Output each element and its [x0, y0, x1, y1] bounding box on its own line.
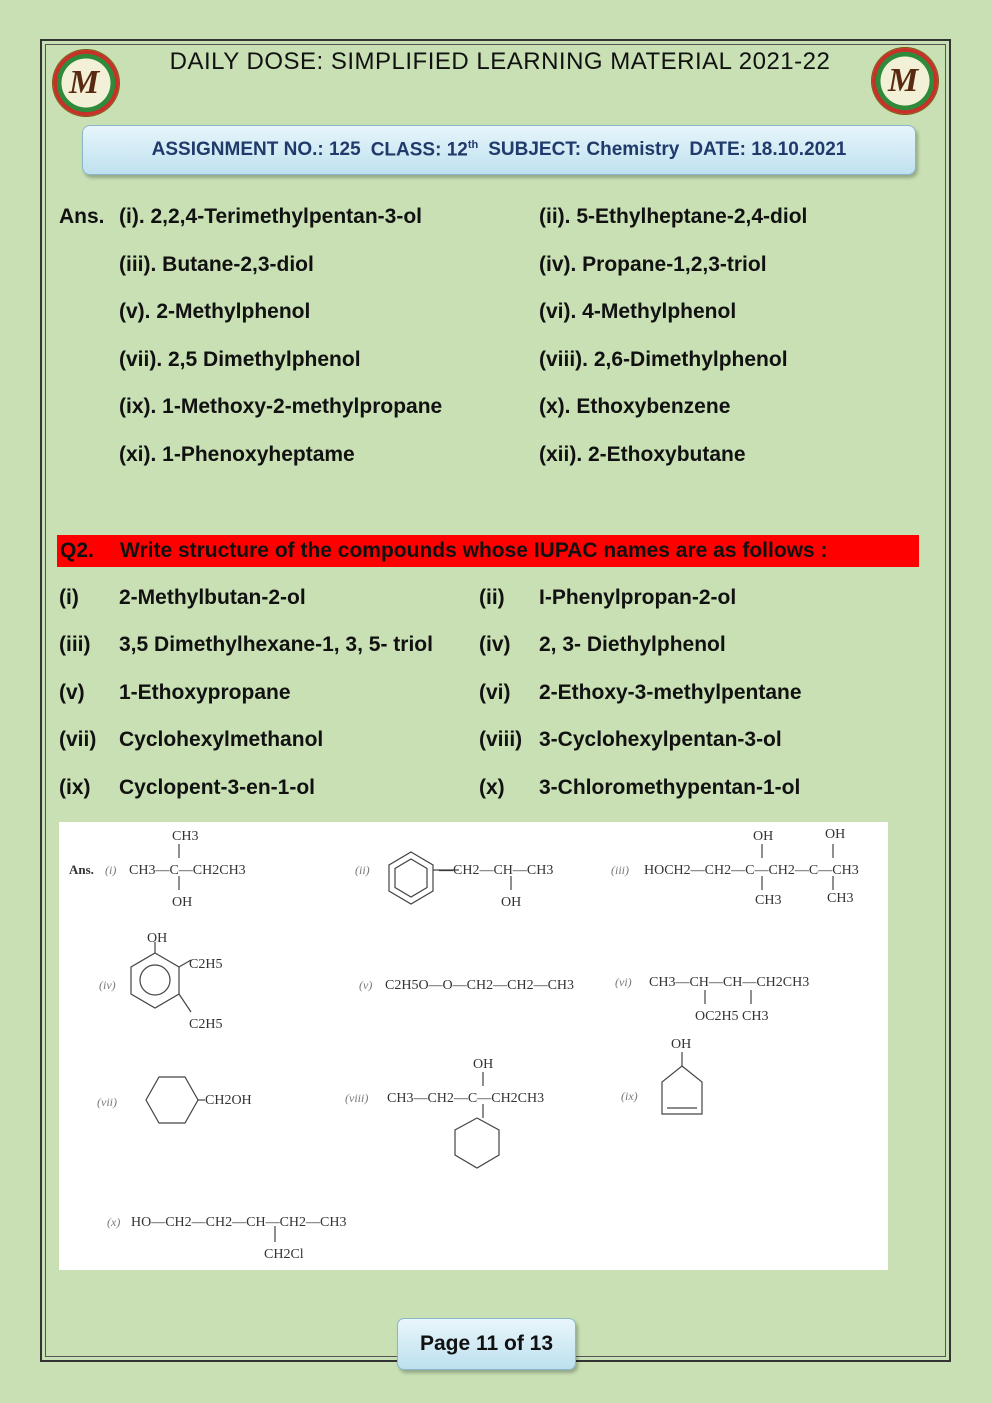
structure-text: OH [501, 895, 522, 910]
question-item-name: 2-Ethoxy-3-methylpentane [539, 681, 802, 704]
structure-text: C2H5O—O—CH2—CH2—CH3 [385, 978, 575, 993]
structure-text: OH [753, 829, 774, 844]
answer-item: (vii). 2,5 Dimethylphenol [119, 348, 361, 371]
page-title: DAILY DOSE: SIMPLIFIED LEARNING MATERIAL 2021-22 [169, 48, 831, 75]
question-item-name: 3-Chloromethypentan-1-ol [539, 776, 801, 799]
answer-item: (xii). 2-Ethoxybutane [539, 443, 746, 466]
subject-label: SUBJECT: Chemistry [488, 139, 680, 160]
question-item-label: (v) [59, 681, 85, 704]
question-item-label: (x) [479, 776, 505, 799]
question-number: Q2. [60, 539, 94, 562]
structure-text: —CH2—CH—CH3 [439, 863, 554, 878]
answer-item: (vi). 4-Methylphenol [539, 300, 737, 323]
question-item-name: 1-Ethoxypropane [119, 681, 291, 704]
structure-text: CH3—CH—CH—CH2CH3 [649, 975, 810, 990]
question-item-label: (viii) [479, 728, 523, 751]
class-label: CLASS: 12th [370, 138, 479, 161]
date-label: DATE: 18.10.2021 [689, 139, 847, 160]
question-item-name: I-Phenylpropan-2-ol [539, 586, 737, 609]
structure-text: CH2Cl [264, 1247, 304, 1262]
structure-label: (ix) [621, 1089, 638, 1103]
structure-text: CH3—C—CH2CH3 [129, 863, 246, 878]
question-banner [57, 535, 919, 567]
structure-text: CH3—CH2—C—CH2CH3 [387, 1091, 545, 1106]
structure-label: (vi) [615, 975, 632, 989]
structures-ans-label: Ans. [69, 862, 94, 877]
question-item-name: Cyclohexylmethanol [119, 728, 324, 751]
question-item-name: 3-Cyclohexylpentan-3-ol [539, 728, 782, 751]
structure-label: (iv) [99, 978, 116, 992]
answers-prefix: Ans. [59, 205, 105, 228]
question-text: Write structure of the compounds whose IUPAC names are as follows : [120, 539, 828, 562]
answer-item: (iv). Propane-1,2,3-triol [539, 253, 767, 276]
structure-text: C2H5 [189, 957, 223, 972]
structure-text: CH3 [172, 829, 199, 844]
assignment-number: ASSIGNMENT NO.: 125 [151, 139, 361, 160]
answer-item: (x). Ethoxybenzene [539, 395, 731, 418]
structure-text: OH [172, 895, 193, 910]
answer-item: (ix). 1-Methoxy-2-methylpropane [119, 395, 443, 418]
structure-label: (x) [107, 1215, 121, 1229]
question-item-label: (vi) [479, 681, 511, 704]
structures-figure [59, 822, 888, 1270]
structure-text: OH [147, 931, 168, 946]
page-number: Page 11 of 13 [397, 1318, 576, 1370]
answer-item: (xi). 1-Phenoxyheptame [119, 443, 355, 466]
structures-svg [59, 822, 888, 1270]
answer-item: (iii). Butane-2,3-diol [119, 253, 314, 276]
structure-text: OH [473, 1057, 494, 1072]
question-item-name: 2, 3- Diethylphenol [539, 633, 726, 656]
structure-text: OC2H5 CH3 [695, 1009, 769, 1024]
school-logo-right: M [872, 48, 938, 114]
answer-item: (v). 2-Methylphenol [119, 300, 311, 323]
question-item-label: (vii) [59, 728, 97, 751]
structure-text: CH2OH [205, 1093, 252, 1108]
assignment-bar [82, 125, 916, 175]
answer-item: (i). 2,2,4-Terimethylpentan-3-ol [119, 205, 422, 228]
question-item-name: Cyclopent-3-en-1-ol [119, 776, 316, 799]
structure-label: (v) [359, 978, 373, 992]
structure-text: CH3 [827, 891, 854, 906]
structure-label: (ii) [355, 863, 370, 877]
structure-text: C2H5 [189, 1017, 223, 1032]
structure-text: OH [825, 827, 846, 842]
question-item-name: 3,5 Dimethylhexane-1, 3, 5- triol [119, 633, 433, 656]
question-item-name: 2-Methylbutan-2-ol [119, 586, 306, 609]
structure-text: HO—CH2—CH2—CH—CH2—CH3 [131, 1215, 347, 1230]
question-item-label: (iv) [479, 633, 511, 656]
structure-label: (iii) [611, 863, 629, 877]
structure-text: OH [671, 1037, 692, 1052]
question-item-label: (iii) [59, 633, 91, 656]
school-logo-left: M [53, 50, 119, 116]
question-item-label: (ii) [479, 586, 505, 609]
answer-item: (ii). 5-Ethylheptane-2,4-diol [539, 205, 808, 228]
structure-label: (viii) [345, 1091, 369, 1105]
structure-text: HOCH2—CH2—C—CH2—C—CH3 [644, 863, 859, 878]
structure-label: (vii) [97, 1095, 117, 1109]
structure-label: (i) [105, 863, 117, 877]
question-item-label: (ix) [59, 776, 91, 799]
answer-item: (viii). 2,6-Dimethylphenol [539, 348, 788, 371]
structure-text: CH3 [755, 893, 782, 908]
question-item-label: (i) [59, 586, 79, 609]
